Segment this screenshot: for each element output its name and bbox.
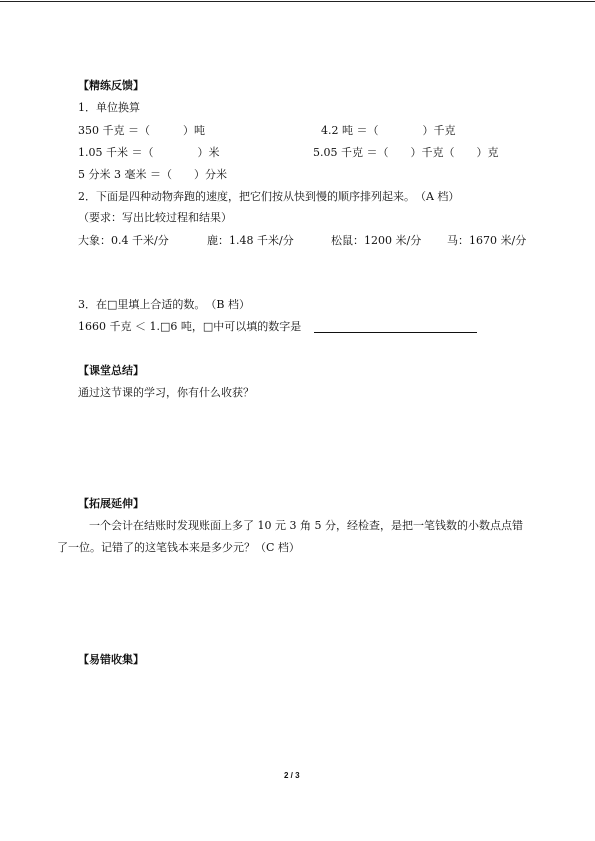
section-heading-mistakes: 【易错收集】: [78, 653, 144, 666]
section-heading-summary: 【课堂总结】: [78, 364, 144, 377]
q2-horse: 马：1670 米/分: [447, 234, 527, 247]
q1-row1-left: 350 千克 ＝（ ）吨: [78, 124, 205, 137]
extension-line2: 了一位。记错了的这笔钱本来是多少元？（C 档）: [57, 541, 300, 554]
summary-text: 通过这节课的学习，你有什么收获？: [78, 386, 254, 399]
q2-deer: 鹿：1.48 千米/分: [207, 234, 294, 247]
q2-elephant: 大象：0.4 千米/分: [78, 234, 169, 247]
q2-squirrel: 松鼠：1200 米/分: [331, 234, 422, 247]
q2-title: 2．下面是四种动物奔跑的速度，把它们按从快到慢的顺序排列起来。 （A 档）: [78, 190, 460, 203]
q2-note: （要求：写出比较过程和结果）: [78, 211, 232, 224]
section-heading-extension: 【拓展延伸】: [78, 497, 144, 510]
q3-line: 1660 千克 ＜ 1.□6 吨，□中可以填的数字是: [78, 320, 302, 333]
q3-answer-blank[interactable]: [314, 332, 477, 333]
q1-row2-right: 5.05 千克 ＝（ ）千克（ ）克: [313, 146, 499, 159]
q1-row3-left: 5 分米 3 毫米 ＝（ ）分米: [78, 168, 227, 181]
header-rule: [0, 1, 595, 2]
section-heading-practice: 【精练反馈】: [78, 79, 144, 92]
q3-title: 3．在□里填上合适的数。 （B 档）: [78, 298, 250, 311]
q1-title: 1．单位换算: [78, 101, 140, 114]
q1-row1-right: 4.2 吨 ＝（ ）千克: [321, 124, 456, 137]
q1-row2-left: 1.05 千米 ＝（ ）米: [78, 146, 220, 159]
page-number: 2 / 3: [284, 771, 300, 780]
extension-line1: 一个会计在结账时发现账面上多了 10 元 3 角 5 分，经检查，是把一笔钱数的小数点点错: [89, 519, 523, 532]
